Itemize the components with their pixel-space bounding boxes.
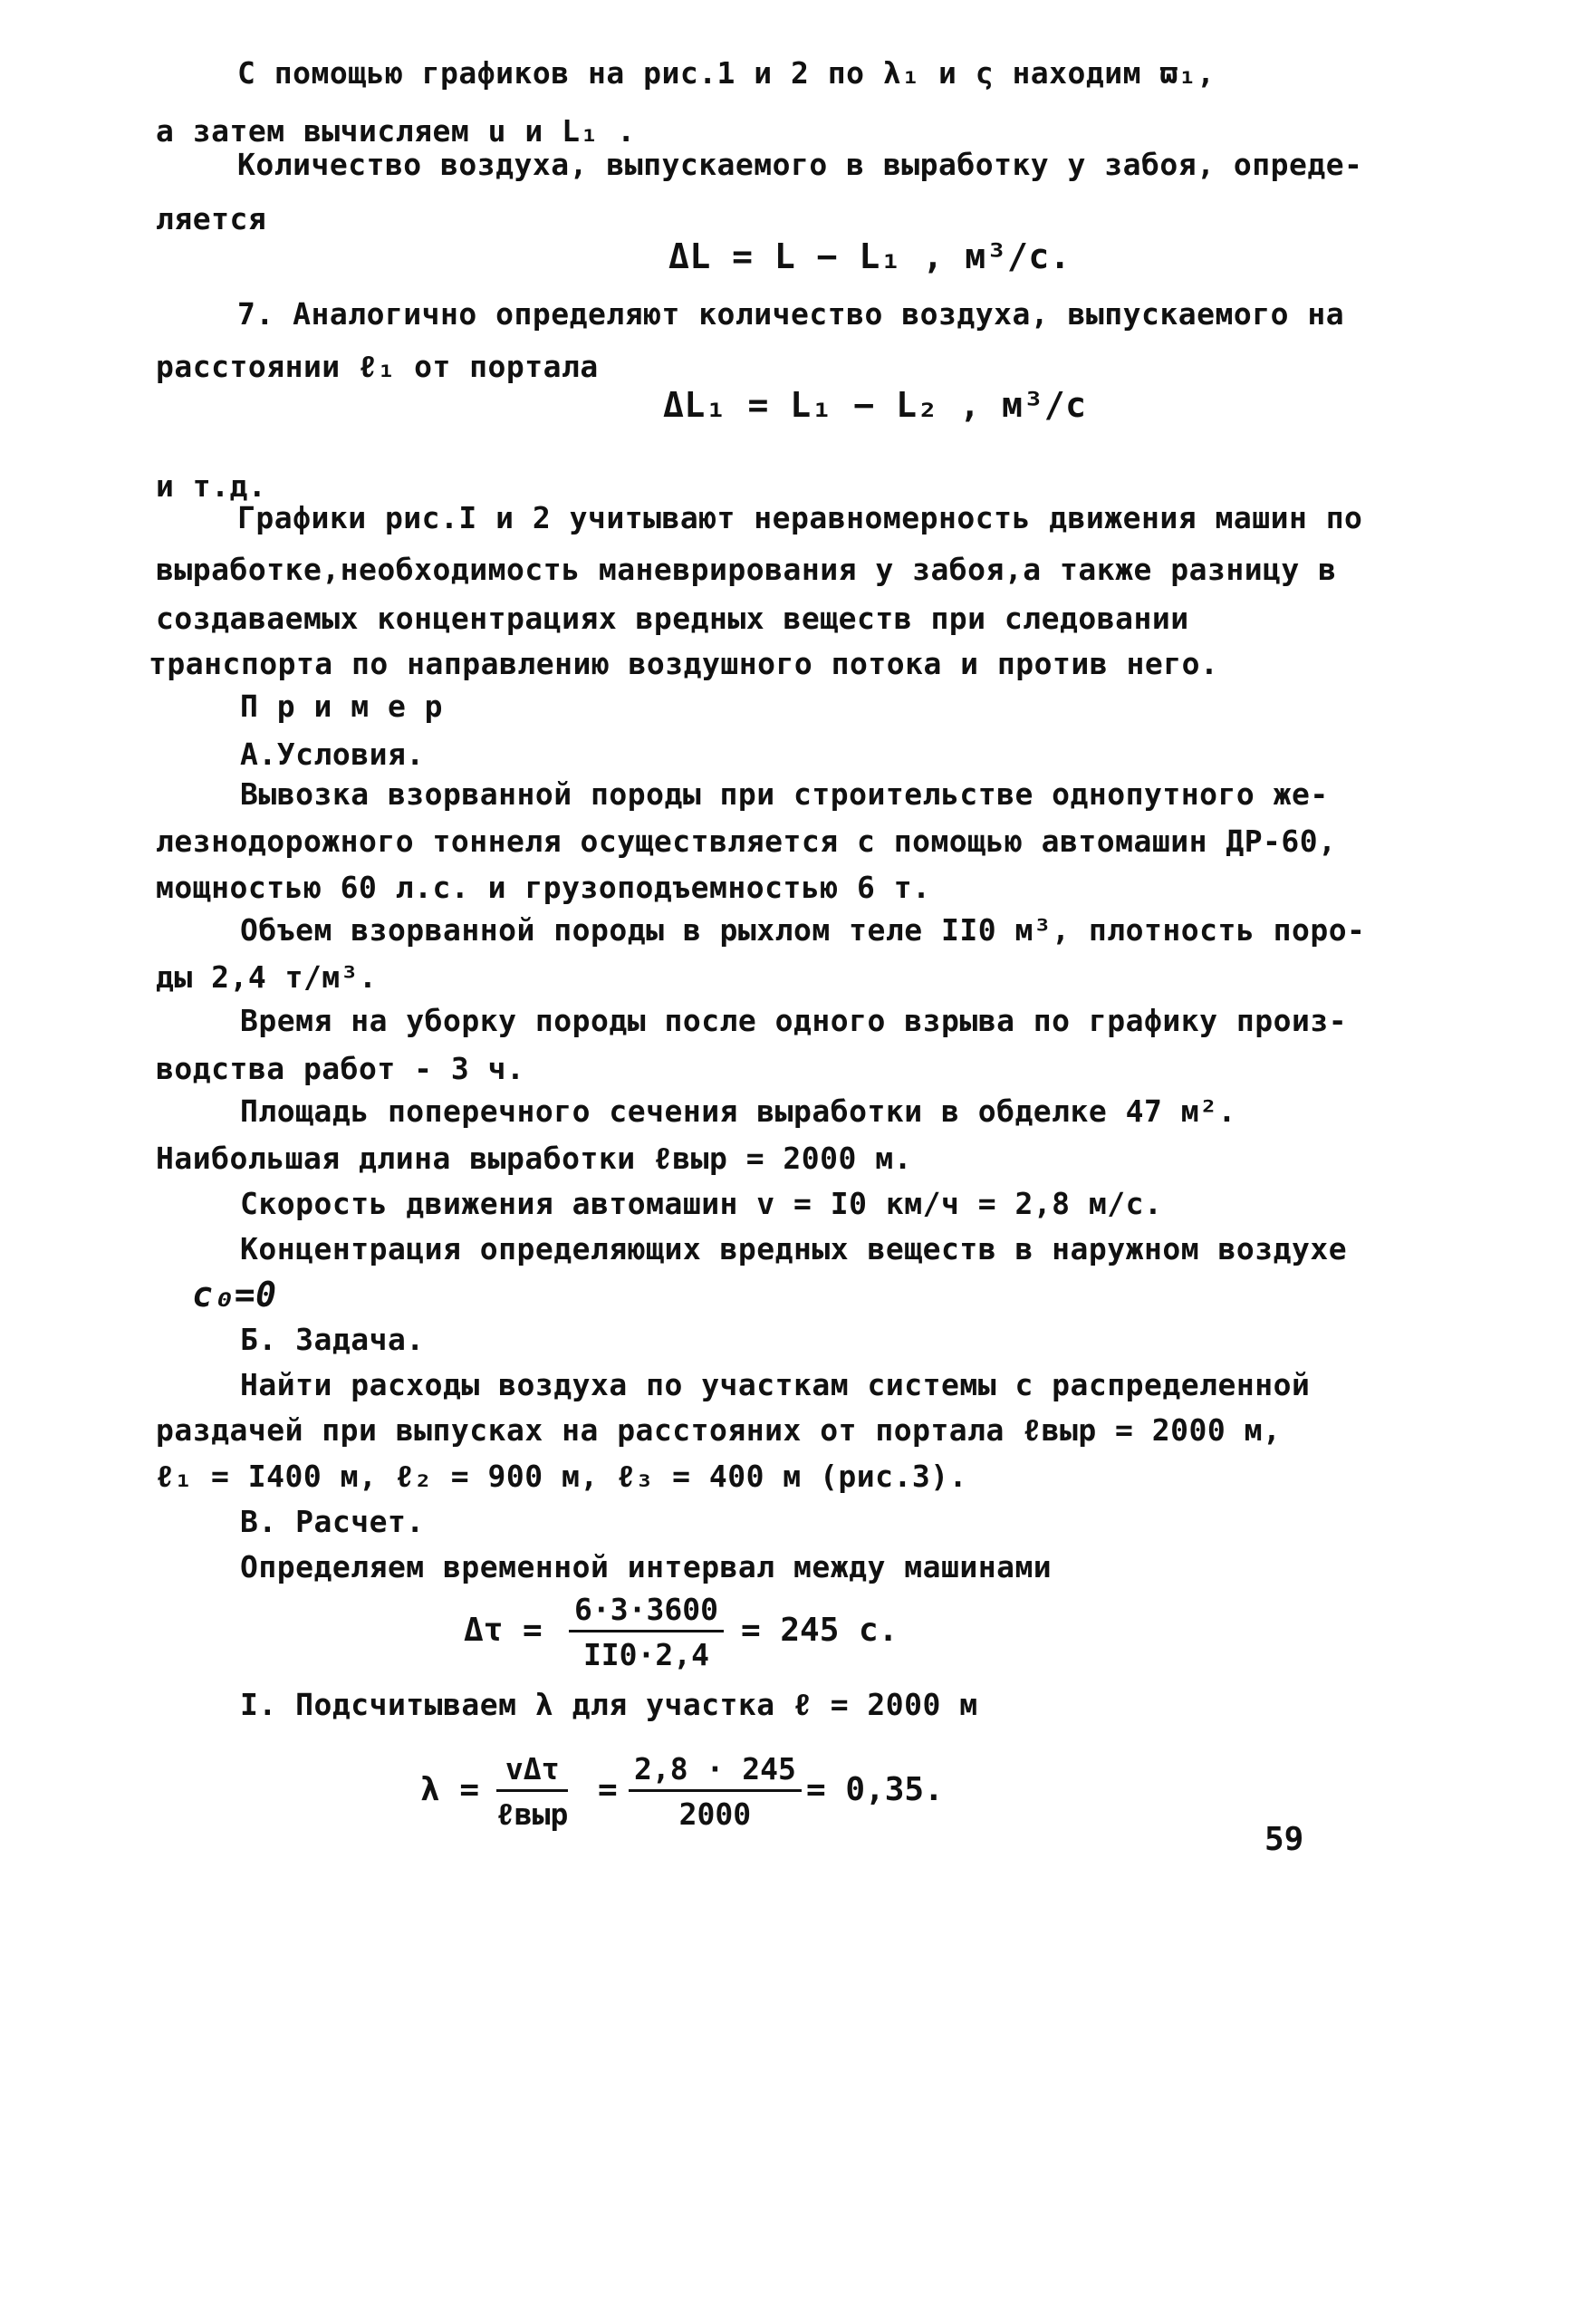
text-line: Площадь поперечного сечения выработки в обделке 47 м². — [240, 1093, 1236, 1129]
text-line: Графики рис.I и 2 учитывают неравномерность движения машин по — [237, 500, 1363, 535]
text-line: Количество воздуха, выпускаемого в выработку у забоя, опреде- — [237, 147, 1363, 182]
text-line: Наибольшая длина выработки ℓвыр = 2000 м. — [156, 1141, 913, 1176]
text-line: раздачей при выпусках на расстояних от портала ℓвыр = 2000 м, — [156, 1412, 1282, 1448]
text-line: С помощью графиков на рис.1 и 2 по λ₁ и ς находим ϖ₁, — [237, 55, 1216, 91]
section-heading: А.Условия. — [240, 737, 425, 772]
text-line: ляется — [156, 201, 267, 236]
formula-lambda-fraction-1 — [496, 1751, 569, 1832]
text-line: лезнодорожного тоннеля осуществляется с помощью автомашин ДР-60, — [156, 823, 1337, 859]
section-heading: Б. Задача. — [240, 1322, 425, 1357]
text-line: Определяем временной интервал между машинами — [240, 1549, 1053, 1584]
formula-lambda-lhs: λ = — [420, 1771, 480, 1808]
fraction-denominator: II0·2,4 — [582, 1637, 710, 1672]
formula-lambda-fraction-2 — [629, 1751, 802, 1832]
text-line: водства работ - 3 ч. — [156, 1051, 525, 1086]
text-line: а затем вычисляем u и L₁ . — [156, 113, 636, 149]
fraction-numerator: 2,8 · 245 — [629, 1754, 802, 1792]
text-line: 7. Аналогично определяют количество воздуха, выпускаемого на — [237, 296, 1345, 332]
text-line: транспорта по направлению воздушного потока и против него. — [149, 646, 1219, 681]
text-line: Время на уборку породы после одного взрыва по графику произ- — [240, 1003, 1348, 1038]
formula-dt-rhs: = 245 с. — [741, 1612, 899, 1649]
text-line: мощностью 60 л.с. и грузоподъемностью 6 т. — [156, 870, 931, 905]
text-line: и т.д. — [156, 468, 267, 504]
section-heading: В. Расчет. — [240, 1504, 425, 1539]
text-line: ды 2,4 т/м³. — [156, 959, 378, 995]
fraction-denominator: ℓвыр — [496, 1796, 569, 1832]
text-line: Скорость движения автомашин v = I0 км/ч = 2,8 м/с. — [240, 1186, 1163, 1221]
fraction-numerator: 6·3·3600 — [569, 1594, 724, 1632]
formula-lambda-rhs: = 0,35. — [806, 1771, 944, 1808]
fraction-numerator: vΔτ — [496, 1754, 568, 1792]
formula-delta-l1: ΔL₁ = L₁ − L₂ , м³/с — [663, 385, 1087, 425]
formula-delta-l: ΔL = L − L₁ , м³/с. — [668, 236, 1072, 276]
text-line: расстоянии ℓ₁ от портала — [156, 349, 599, 384]
text-line: Концентрация определяющих вредных веществ в наружном воздухе — [240, 1231, 1348, 1266]
text-line: выработке,необходимость маневрирования у забоя,а также разницу в — [156, 552, 1337, 587]
text-line: Объем взорванной породы в рыхлом теле II0 м³, плотность поро- — [240, 912, 1366, 948]
fraction-denominator: 2000 — [678, 1796, 752, 1832]
text-line: c₀=0 — [192, 1275, 277, 1315]
text-line: ℓ₁ = I400 м, ℓ₂ = 900 м, ℓ₃ = 400 м (рис.3). — [156, 1459, 967, 1494]
formula-lambda-eq: = — [598, 1771, 618, 1808]
text-line: I. Подсчитываем λ для участка ℓ = 2000 м — [240, 1687, 978, 1722]
text-line: Вывозка взорванной породы при строительстве однопутного же- — [240, 776, 1329, 812]
formula-dt-fraction — [569, 1594, 724, 1670]
text-line: Найти расходы воздуха по участкам системы с распределенной — [240, 1367, 1311, 1402]
example-heading: П р и м е р — [240, 689, 444, 724]
text-line: создаваемых концентрациях вредных веществ при следовании — [156, 601, 1189, 636]
formula-dt-lhs: Δτ = — [464, 1612, 543, 1649]
page-number: 59 — [1264, 1821, 1304, 1858]
